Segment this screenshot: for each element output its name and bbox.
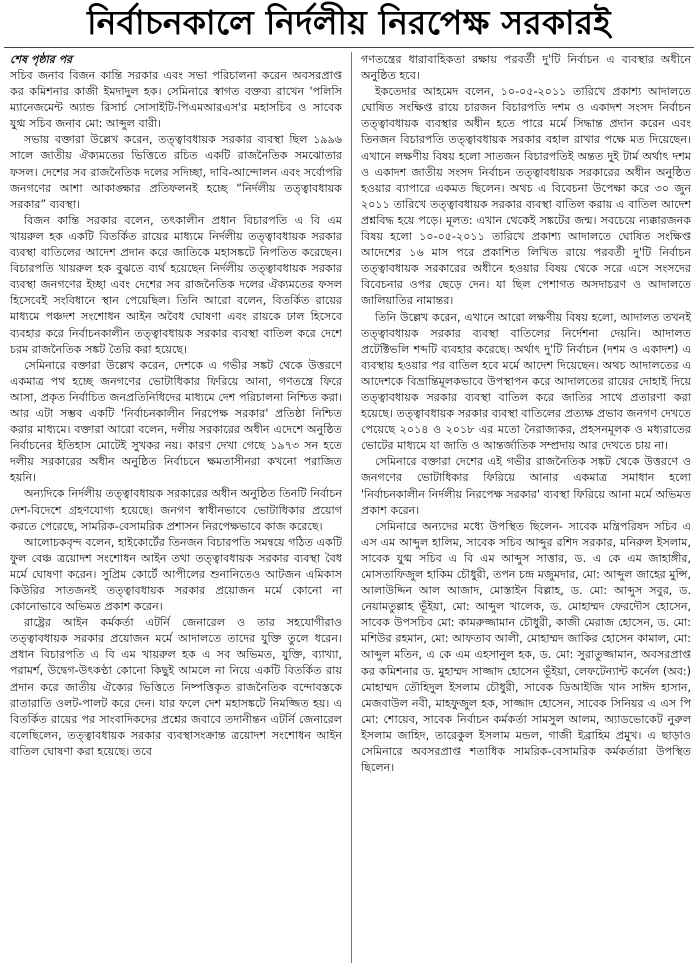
right-column [361, 52, 691, 776]
paragraph: সেমিনারে বক্তারা উল্লেখ করেন, দেশকে এ গভীর সঙ্কট থেকে উত্তরণে একমাত্র পথ হচ্ছে জনগণের ভোটাধিকার ফিরিয়ে আনা, গণতন্ত্রে ফিরে আসা, প্রকৃত নির্বাচিত জনপ্রতিনিধিদের মাধ্যমে দেশ পরিচালনা নিশ্চিত করা। আর এটা সম্ভব একটি 'নির্বাচনকালীন নিরপেক্ষ সরকার' প্রতিষ্ঠা নিশ্চিত করার মাধ্যমে। বক্তারা আরো বলেন, দলীয় সরকারের অধীন এদেশে অনুষ্ঠিত নির্বাচনের ইতিহাস মোটেই সুখকর নয়। কারণ দেখা গেছে ১৯৭৩ সন হতে দলীয় সরকারের অধীন অনুষ্ঠিত নির্বাচনে ক্ষমতাসীনরা কখনো পরাজিত হয়নি। [10, 358, 342, 485]
paragraph: সেমিনারে বক্তারা দেশের এই গভীর রাজনৈতিক সঙ্কট থেকে উত্তরণে ও জনগণের ভোটাধিকার ফিরিয়ে আনার একমাত্র সমাধান হলো 'নির্বাচনকালীন নির্দলীয় নিরপেক্ষ সরকার' ব্যবস্থা ফিরিয়ে আনা মর্মে অভিমত প্রকাশ করেন। [361, 455, 691, 517]
paragraph: সেমিনারে অন্যদের মধ্যে উপস্থিত ছিলেন- সাবেক মন্ত্রিপরিষদ সচিব এ এস এম আব্দুল হালিম, সাবেক সচিব আব্দুর রশিদ সরকার, মনিরুল ইসলাম, সাবেক যুগ্ম সচিব এ বি এম আব্দুস সাত্তার, ড. এ কে এম জাহাঙ্গীর, মোসতাফিজুল হাকিম চৌধুরী, তপন চন্দ্র মজুমদার, মো: আব্দুল জাহের মুন্সি, আলাউদ্দিন আল আজাদ, মোস্তাইন বিল্লাহ, ড. মো: আব্দুস সবুর, ড. নেয়ামতুল্লাহ ভূঁইয়া, মো: আব্দুল খালেক, ড. মোহাম্মদ ফেরদৌস হোসেন, সাবেক উপসচিব মো: কামরুজ্জামান চৌধুরী, কাজী মেরাজ হোসেন, ড. মো: মশিউর রহমান, মো: আফতাব আলী, মোহাম্মদ জাকির হোসেন কামাল, মো: আব্দুল মতিন, এ কে এম এহসানুল হক, ড. মো: সুরাতুজ্জামান, অবসরপ্রাপ্ত কর কমিশনার ড. মুহাম্মদ সাজ্জাদ হোসেন ভূঁইয়া, লেফটেন্যান্ট কর্নেল (অব:) মোহাম্মদ তৌহিদুল ইসলাম চৌধুরী, সাবেক ডিআইজি খান সাঈদ হাসান, মেজবাউল নবী, মাহফুজুল হক, সাজ্জাদ হোসেন, সাবেক সিনিয়র এ এস পি মো: শোয়েব, সাবেক নির্বাচন কর্মকর্তা সামসুল আলম, অ্যাডভোকেট নুরুল ইসলাম জাহিদ, তারেকুল ইসলাম মন্ডল, গাজী ইব্রাহিম প্রমুখ। এ ছাড়াও সেমিনারে অবসরপ্রাপ্ত শতাধিক সামরিক-বেসামরিক কর্মকর্তারা উপস্থিত ছিলেন। [361, 519, 691, 775]
paragraph: অন্যদিকে নির্দলীয় তত্ত্বাবধায়ক সরকারের অধীন অনুষ্ঠিত তিনটি নির্বাচন দেশ-বিদেশে গ্রহণযোগ্য হয়েছে। জনগণ স্বাধীনভাবে ভোটাধিকার প্রয়োগ করতে পেরেছে, সামরিক-বেসামরিক প্রশাসন নিরপেক্ষভাবে কাজ করেছে। [10, 487, 342, 533]
paragraph: গণতন্ত্রের ধারাবাহিকতা রক্ষায় পরবর্তী দু'টি নির্বাচন এ ব্যবস্থার অধীনে অনুষ্ঠিত হবে। [361, 53, 691, 83]
paragraph: সচিব জনাব বিজন কান্তি সরকার এবং সভা পরিচালনা করেন অবসরপ্রাপ্ত কর কমিশনার কাজী ইমদাদুল হক। সেমিনারে স্বাগত বক্তব্য রাখেন 'পলিসি ম্যানেজমেন্ট অ্যান্ড রিসার্চ সোসাইটি-পিএমআরএস'র মহাসচিব ও সাবেক যুগ্ম সচিব জনাব মো: আব্দুল বারী। [10, 69, 342, 131]
paragraph: বিজন কান্তি সরকার বলেন, তৎকালীন প্রধান বিচারপতি এ বি এম খায়রুল হক একটি বিতর্কিত রায়ের মাধ্যমে নির্দলীয় তত্ত্বাবধায়ক সরকার ব্যবস্থা বাতিলের আদেশ প্রদান করে জাতিকে মহাসঙ্কটে নিপতিত করেছেন। বিচারপতি খায়রুল হক বুঝতে ব্যর্থ হয়েছেন নির্দলীয় তত্ত্বাবধায়ক সরকার ব্যবস্থা জনগণের ইচ্ছা এবং দেশের সব রাজনৈতিক দলের ঐক্যমতের ফসল হিসেবেই সংবিধানে স্থান পেয়েছিল। তিনি আরো বলেন, বিতর্কিত রায়ের মাধ্যমে পঞ্চদশ সংশোধন আইন অবৈধ ঘোষণা এবং রায়কে ঢাল হিসেবে ব্যবহার করে নির্বাচনকালীন তত্ত্বাবধায়ক সরকার ব্যবস্থা বাতিল করে দেশে চরম রাজনৈতিক সঙ্কট তৈরি করা হয়েছে। [10, 213, 342, 356]
paragraph: তিনি উল্লেখ করেন, এখানে আরো লক্ষণীয় বিষয় হলো, আদালত তখনই তত্ত্বাবধায়ক সরকার ব্যবস্থা বাতিলের নির্দেশনা দেয়নি। আদালত প্রটেক্টিভলি শব্দটি ব্যবহার করেছে। অর্থাৎ দু'টি নির্বাচন (দশম ও একাদশ) এ ব্যবস্থায় হওয়ার পর বাতিল হবে মর্মে আদেশ দিয়েছেন। অথচ আদালতের এ আদেশকে বিভ্রান্তিমূলকভাবে উপস্থাপন করে আদালতের রায়ের দোহাই দিয়ে তত্ত্বাবধায়ক সরকার ব্যবস্থা বাতিল করে জাতির সাথে প্রতারণা করা হয়েছে। তত্ত্বাবধায়ক সরকার ব্যবস্থা বাতিলের প্রত্যক্ষ প্রভাব জনগণ দেখতে পেয়েছে ২০১৪ ও ২০১৮ এর মতো নৈরাজ্যকর, প্রহসনমূলক ও মধ্যরাতের ভোটের মাধ্যমে যা জাতি ও আন্তর্জাতিক সম্প্রদায় আর দেখতে চায় না। [361, 310, 691, 453]
column-divider [351, 52, 352, 963]
left-column [10, 52, 342, 760]
paragraph: ইকতেদার আহমেদ বলেন, ১০-০৫-২০১১ তারিখে প্রকাশ্য আদালতে ঘোষিত সংক্ষিপ্ত রায়ে চারজন বিচারপতি দশম ও একাদশ সংসদ নির্বাচন তত্ত্বাবধায়ক ব্যবস্থার অধীন হতে পারে মর্মে সিদ্ধান্ত প্রদান করেন এবং তিনজন বিচারপতি তত্ত্বাবধায়ক সরকার বহাল রাখার পক্ষে মত দিয়েছেন। এখানে লক্ষণীয় বিষয় হলো সাতজন বিচারপতিই অন্তত দুই টার্ম অর্থাৎ দশম ও একাদশ জাতীয় সংসদ নির্বাচন তত্ত্বাবধায়ক সরকারের অধীন অনুষ্ঠিত হওয়ার ব্যাপারে একমত ছিলেন। অথচ এ বিবেচনা উপেক্ষা করে ৩০ জুন ২০১১ তারিখে তত্ত্বাবধায়ক সরকার ব্যবস্থা বাতিল করায় এ বাতিল আদেশ প্রশ্নবিদ্ধ হয়ে পড়ে। মূলত: এখান থেকেই সঙ্কটের জন্ম। সবচেয়ে ন্যক্কারজনক বিষয় হলো ১০-০৫-২০১১ তারিখে প্রকাশ্য আদালতে ঘোষিত সংক্ষিপ্ত আদেশের ১৬ মাস পরে প্রকাশিত লিখিত রায়ে পরবর্তী দু'টি নির্বাচন তত্ত্বাবধায়ক সরকারের অধীনে হওয়ার বিষয় থেকে সরে এসে সংসদের বিবেচনার ওপর ছেড়ে দেন। যা ছিল পেশাগত অসদাচরণ ও আদালতে জালিয়াতির নামান্তর। [361, 85, 691, 308]
paragraph: রাষ্ট্রের আইন কর্মকর্তা এটর্নি জেনারেল ও তার সহযোগীরাও তত্ত্বাবধায়ক সরকার প্রয়োজন মর্মে আদালতে তাদের যুক্তি তুলে ধরেন। প্রধান বিচারপতি এ বি এম খায়রুল হক এ সব অভিমত, যুক্তি, ব্যাখ্যা, পরামর্শ, উদ্বেগ-উৎকণ্ঠা কোনো কিছুই আমলে না নিয়ে একটি বিতর্কিত রায় প্রদান করে জাতীয় ঐক্যের ভিত্তিতে নিষ্পত্তিকৃত রাজনৈতিক বন্দোবস্তকে রাতারাতি ওলট-পালট করে দেন। যার ফলে দেশ মহাসঙ্কটে নিমজ্জিত হয়। এ বিতর্কিত রায়ের পর সাংবাদিকদের প্রশ্নের জবাবে তদানীন্তন এটর্নি জেনারেল বলেছিলেন, তত্ত্বাবধায়ক সরকার ব্যবস্থাসংক্রান্ত ত্রয়োদশ সংশোধন আইন বাতিল ঘোষণা করা হয়েছে। তবে [10, 616, 342, 758]
headline-rule [4, 47, 694, 48]
headline: নির্বাচনকালে নির্দলীয় নিরপেক্ষ সরকারই [87, 3, 611, 42]
paragraph: সভায় বক্তারা উল্লেখ করেন, তত্ত্বাবধায়ক সরকার ব্যবস্থা ছিল ১৯৯৬ সালে জাতীয় ঐক্যমতের ভিত্তিতে রচিত একটি রাজনৈতিক সমঝোতার ফসল। দেশের সব রাজনৈতিক দলের সদিচ্ছা, দাবি-আন্দোলন এবং সর্বোপরি জনগণের আশা আকাঙ্ক্ষার প্রতিফলনই হচ্ছে “নির্দলীয় তত্ত্বাবধায়ক সরকার” ব্যবস্থা। [10, 133, 342, 211]
continued-label: শেষ পৃষ্ঠার পর [10, 53, 73, 66]
paragraph: আলোচকবৃন্দ বলেন, হাইকোর্টের তিনজন বিচারপতি সমন্বয়ে গঠিত একটি ফুল বেঞ্চ ত্রয়োদশ সংশোধন আইন তথা তত্ত্বাবধায়ক সরকার ব্যবস্থা বৈধ মর্মে ঘোষণা করেন। সুপ্রিম কোর্টে আপীলের শুনানিতেও আটজন এমিকাস কিউরির সাতজনই তত্ত্বাবধায়ক সরকার প্রয়োজন মর্মে কোনো না কোনোভাবে অভিমত প্রকাশ করেন। [10, 535, 342, 614]
